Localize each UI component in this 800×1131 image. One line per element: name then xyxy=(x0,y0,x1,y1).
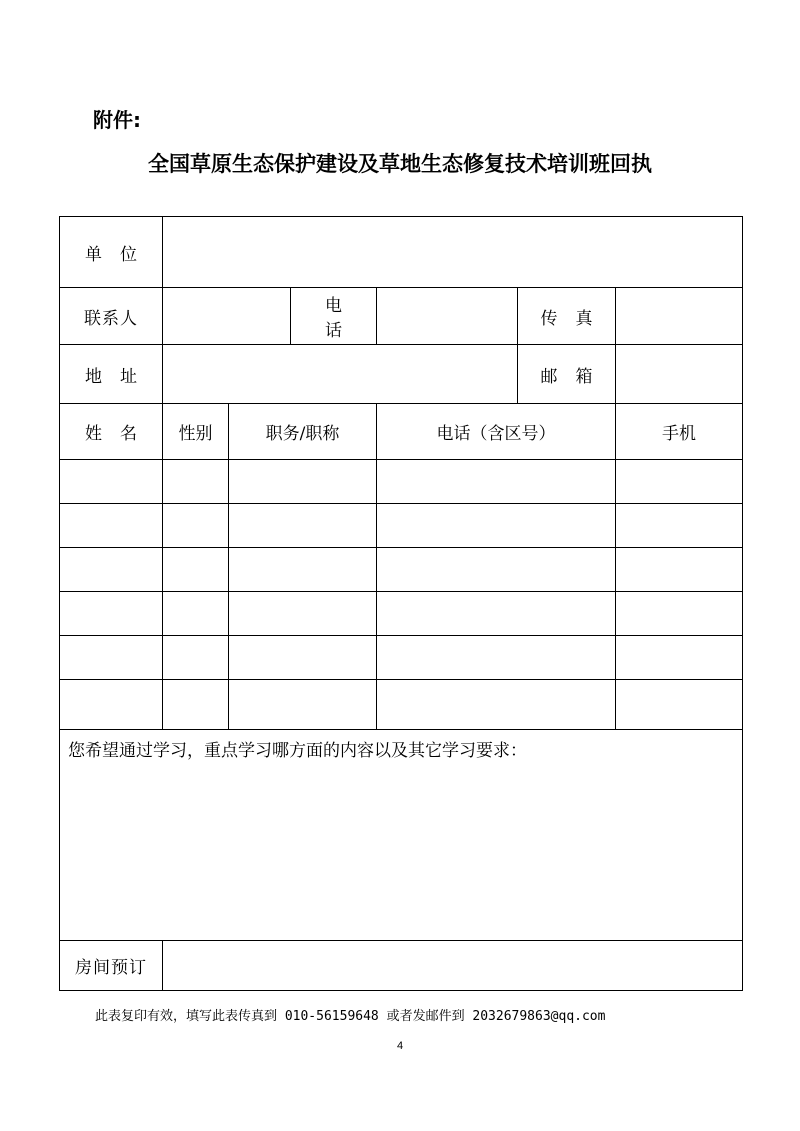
email-label: 邮箱 xyxy=(518,345,616,404)
phone-cell[interactable] xyxy=(377,504,616,548)
column-header-name: 姓名 xyxy=(60,404,163,460)
gender-cell[interactable] xyxy=(163,504,229,548)
gender-cell[interactable] xyxy=(163,592,229,636)
attachment-label: 附件: xyxy=(93,108,141,132)
name-cell[interactable] xyxy=(60,548,163,592)
study-requirements-prompt: 您希望通过学习，重点学习哪方面的内容以及其它学习要求： xyxy=(68,741,527,761)
room-booking-label: 房间预订 xyxy=(60,941,163,991)
gender-cell[interactable] xyxy=(163,636,229,680)
mobile-cell[interactable] xyxy=(616,592,743,636)
title-cell[interactable] xyxy=(229,548,377,592)
phone-cell[interactable] xyxy=(377,548,616,592)
registration-form xyxy=(59,216,743,991)
mobile-cell[interactable] xyxy=(616,680,743,730)
contact-field[interactable] xyxy=(163,288,291,345)
address-field[interactable] xyxy=(163,345,518,404)
phone-cell[interactable] xyxy=(377,592,616,636)
title-cell[interactable] xyxy=(229,680,377,730)
gender-cell[interactable] xyxy=(163,548,229,592)
title-cell[interactable] xyxy=(229,504,377,548)
name-cell[interactable] xyxy=(60,680,163,730)
title-cell[interactable] xyxy=(229,460,377,504)
gender-cell[interactable] xyxy=(163,680,229,730)
phone-cell[interactable] xyxy=(377,460,616,504)
column-header-title: 职务/职称 xyxy=(229,404,377,460)
unit-label: 单位 xyxy=(60,217,163,288)
mobile-cell[interactable] xyxy=(616,636,743,680)
table-row xyxy=(60,548,743,592)
column-header-phone: 电话（含区号） xyxy=(377,404,616,460)
name-cell[interactable] xyxy=(60,592,163,636)
mobile-cell[interactable] xyxy=(616,460,743,504)
mobile-cell[interactable] xyxy=(616,504,743,548)
name-cell[interactable] xyxy=(60,460,163,504)
phone-cell[interactable] xyxy=(377,636,616,680)
gender-cell[interactable] xyxy=(163,460,229,504)
phone-field[interactable] xyxy=(377,288,518,345)
name-cell[interactable] xyxy=(60,504,163,548)
table-row xyxy=(60,592,743,636)
study-requirements-field[interactable] xyxy=(60,730,743,941)
fax-label: 传真 xyxy=(518,288,616,345)
phone-label: 电话 xyxy=(291,288,377,345)
unit-field[interactable] xyxy=(163,217,743,288)
page-title: 全国草原生态保护建设及草地生态修复技术培训班回执 xyxy=(148,152,652,176)
mobile-cell[interactable] xyxy=(616,548,743,592)
column-header-gender: 性别 xyxy=(163,404,229,460)
table-row xyxy=(60,460,743,504)
contact-label: 联系人 xyxy=(60,288,163,345)
table-row xyxy=(60,636,743,680)
email-field[interactable] xyxy=(616,345,743,404)
title-cell[interactable] xyxy=(229,592,377,636)
page-number: 4 xyxy=(396,1040,404,1052)
footer-note: 此表复印有效，填写此表传真到 010-56159648 或者发邮件到 2032679863@qq.com xyxy=(95,1009,606,1024)
address-label: 地址 xyxy=(60,345,163,404)
column-header-mobile: 手机 xyxy=(616,404,743,460)
table-row xyxy=(60,680,743,730)
name-cell[interactable] xyxy=(60,636,163,680)
title-cell[interactable] xyxy=(229,636,377,680)
room-booking-field[interactable] xyxy=(163,941,743,991)
phone-cell[interactable] xyxy=(377,680,616,730)
fax-field[interactable] xyxy=(616,288,743,345)
table-row xyxy=(60,504,743,548)
